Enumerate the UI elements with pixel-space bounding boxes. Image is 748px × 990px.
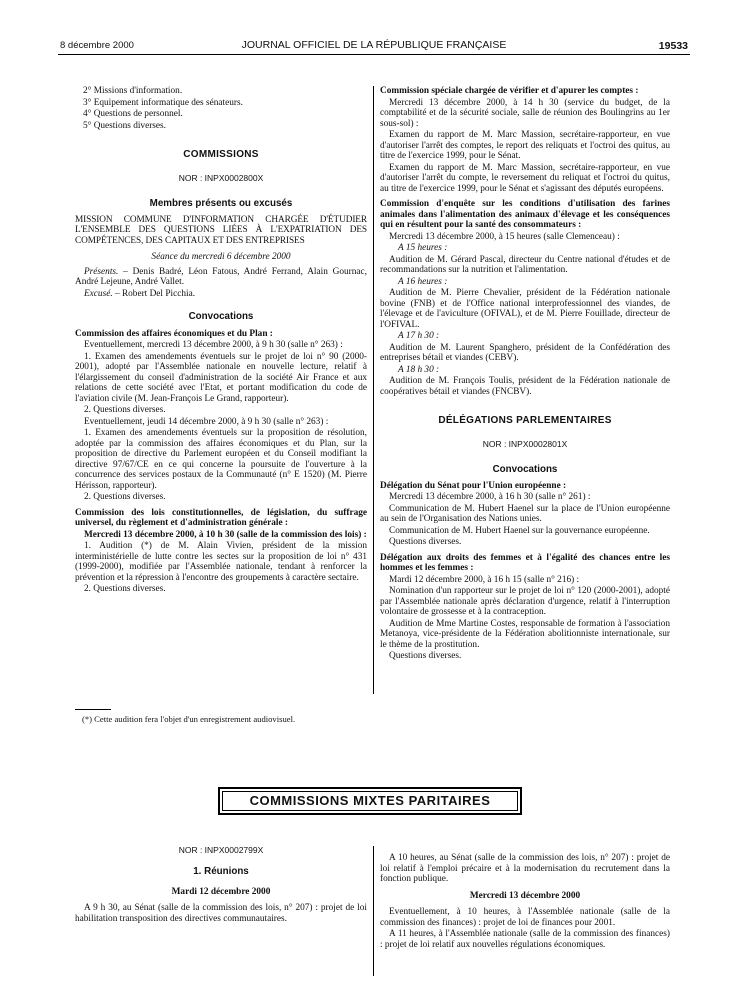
commission-title: Commission des affaires économiques et du Plan : [75,328,273,339]
page-header [58,38,690,55]
time-label: A 17 h 30 : [398,331,440,341]
cmp-left-column [75,846,367,976]
footnote-rule [75,709,111,710]
delegations-heading: DÉLÉGATIONS PARLEMENTAIRES [438,415,612,426]
session-line: Mercredi 13 décembre 2000, à 10 h 30 (salle de la commission des lois) : [84,529,367,540]
excuse-text: – Robert Del Picchia. [112,288,196,299]
agenda-paragraph: Audition de M. Laurent Spanghero, président de la Confédération des entreprises bétail et viandes (CEBV). [380,342,670,363]
agenda-paragraph: A 9 h 30, au Sénat (salle de la commission des lois, n° 207) : projet de loi habilitation transposition des directives communautaires. [75,903,367,924]
agenda-paragraph: Eventuellement, à 10 heures, à l'Assemblée nationale (salle de la commission des finances) : projet de loi de finances pour 2001. [380,907,670,928]
agenda-paragraph: A 10 heures, au Sénat (salle de la commission des lois, n° 207) : projet de loi relatif à l'emploi précaire et à la modernisation du recrutement dans la fonction publique. [380,853,670,884]
session-line: Mercredi 13 décembre 2000, à 14 h 30 (service du budget, de la comptabilité et de la sécurité sociale, salle de réunion des Boulingrins au 1er sous-sol) : [380,97,670,129]
agenda-paragraph: Nomination d'un rapporteur sur le projet de loi n° 120 (2000-2001), adopté par l'Assemblée nationale après déclaration d'urgence, relatif à l'interruption volontaire de grossesse et à la contraception. [380,586,670,618]
membres-heading: Membres présents ou excusés [149,197,293,209]
list-item: 4° Questions de personnel. [83,109,183,119]
convocations-heading: Convocations [188,311,254,323]
time-label: A 15 heures : [398,243,448,253]
agenda-paragraph: Communication de M. Hubert Haenel sur la place de l'Union européenne au sein de l'Organisation des Nations unies. [380,503,670,525]
left-column [75,86,367,696]
delegation-title: Délégation aux droits des femmes et à l'égalité des chances entre les hommes et les femmes : [380,552,670,574]
list-item: 3° Equipement informatique des sénateurs. [83,97,243,108]
agenda-paragraph: Audition de M. François Toulis, président de la Fédération nationale de coopératives bétail et viandes (FNCBV). [380,376,670,397]
session-line: Mercredi 13 décembre 2000, à 15 heures (salle Clemenceau) : [389,231,620,242]
commission-title: Commission des lois constitutionnelles, de législation, du suffrage universel, du règlement et d'administration générale : [75,507,367,529]
session-line: Mardi 12 décembre 2000, à 16 h 15 (salle n° 216) : [389,574,580,585]
session-line: Mercredi 13 décembre 2000, à 16 h 30 (salle n° 261) : [389,492,591,503]
time-label: A 18 h 30 : [398,364,440,375]
column-divider [373,846,374,976]
right-column [380,86,670,766]
agenda-list [75,86,367,131]
commission-title: Commission d'enquête sur les conditions d'utilisation des farines animales dans l'alimentation des animaux d'élevage et les conséquences qui en résultent pour la santé des consommateurs : [380,199,670,230]
agenda-paragraph: Examen du rapport de M. Marc Massion, secrétaire-rapporteur, en vue d'autoriser l'arrêt des comptes, le report des reliquats et l'octroi des quitus, au titre de l'exercice 1999, pour le Sénat. [380,130,670,161]
time-label: A 16 heures : [398,276,448,287]
agenda-paragraph: 1. Audition (*) de M. Alain Vivien, président de la mission interministérielle de lutte contre les sectes sur la proposition de loi n° 431 (1999-2000), modifiée par l'Assemblée nationale, tendant à renforcer la prévention et la répression à l'encontre des groupements à caractère sectaire. [75,541,367,583]
nor-reference: NOR : INPX0002800X [178,173,264,184]
nor-reference: NOR : INPX0002799X [178,846,264,855]
date-heading: Mardi 12 décembre 2000 [171,886,271,897]
commissions-heading: COMMISSIONS [183,149,259,160]
agenda-paragraph: Communication de M. Hubert Haenel sur la gouvernance européenne. [389,525,650,536]
seance-date: Séance du mercredi 6 décembre 2000 [151,252,291,263]
nor-reference: NOR : INPX0002801X [482,439,568,450]
agenda-paragraph: A 11 heures, à l'Assemblée nationale (salle de la commission des finances) : projet de loi relatif aux nouvelles régulations économiques. [380,929,670,950]
footnote: (*) Cette audition fera l'objet d'un enregistrement audiovisuel. [82,714,296,724]
session-line: Eventuellement, mercredi 13 décembre 2000, à 9 h 30 (salle n° 263) : [84,340,343,351]
convocations-heading: Convocations [492,463,558,475]
reunions-heading: 1. Réunions [193,865,249,877]
page-number: 19533 [658,40,688,52]
presents-label: Présents. [84,266,119,277]
mission-title: MISSION COMMUNE D'INFORMATION CHARGÉE D'ÉTUDIER L'ENSEMBLE DES QUESTIONS LIÉES À L'EXPATRIATION DES COMPÉTENCES, DES CAPITAUX ET DES ENTREPRISES [75,214,367,246]
date-heading: Mercredi 13 décembre 2000 [469,890,581,901]
agenda-paragraph: Questions diverses. [389,537,462,548]
presents-text: – Denis Badré, Léon Fatous, André Ferrand, Alain Gournac, André Lejeune, André Vallet. [75,266,367,288]
agenda-paragraph: Audition de Mme Martine Costes, responsable de formation à l'association Metanoya, vice-présidente de la Fédération abolitionniste internationale, sur le thème de la prostitution. [380,618,670,650]
agenda-paragraph: 1. Examen des amendements éventuels sur le projet de loi n° 90 (2000-2001), adopté par l'Assemblée nationale en nouvelle lecture, relatif à l'élargissement du conseil d'administration de la société Air France et aux relations de cette société avec l'Etat, et portant modification du code de l'aviation civile (M. Jean-François Le Grand, rapporteur). [75,351,367,404]
session-line: Eventuellement, jeudi 14 décembre 2000, à 9 h 30 (salle n° 263) : [84,416,329,427]
commission-title: Commission spéciale chargée de vérifier et d'apurer les comptes : [380,86,639,96]
agenda-paragraph: Examen du rapport de M. Marc Massion, secrétaire-rapporteur, en vue d'autoriser l'arrêt du compte, le reversement du reliquat et l'octroi du quitus, au titre de l'exercice 1999, pour le Sénat et s'agissant des députés européens. [380,162,670,194]
agenda-paragraph: Audition de M. Pierre Chevalier, président de la Fédération nationale bovine (FNB) et de l'Office national interprofessionnel des viandes, de l'élevage et de l'aviculture (OFIVAL), et de M. Pierre Fouillade, directeur de l'OFIVAL. [380,288,670,330]
header-date: 8 décembre 2000 [60,40,134,51]
journal-title: JOURNAL OFFICIEL DE LA RÉPUBLIQUE FRANÇAISE [241,39,507,51]
excuse-label: Excusé. [84,288,113,299]
cmp-title: COMMISSIONS MIXTES PARITAIRES [218,787,522,815]
list-item: 5° Questions diverses. [83,120,166,131]
agenda-paragraph: 2. Questions diverses. [84,405,166,416]
delegation-title: Délégation du Sénat pour l'Union européenne : [380,480,567,491]
agenda-paragraph: 2. Questions diverses. [84,492,166,503]
agenda-paragraph: 1. Examen des amendements éventuels sur la proposition de résolution, adoptée par la commission des affaires économiques et du Plan, sur la proposition de directive du Parlement européen et du Conseil modifiant la directive 97/67/CE en ce qui concerne la poursuite de l'ouverture à la concurrence des services postaux de la Communauté (n° E 1520) (M. Pierre Hérisson, rapporteur). [75,428,367,491]
list-item: 2° Missions d'information. [83,86,183,96]
agenda-paragraph: 2. Questions diverses. [84,584,166,595]
agenda-paragraph: Audition de M. Gérard Pascal, directeur du Centre national d'études et de recommandations sur la nutrition et l'alimentation. [380,254,670,275]
cmp-right-column [380,853,670,978]
agenda-paragraph: Questions diverses. [389,651,462,662]
column-divider [373,86,374,694]
